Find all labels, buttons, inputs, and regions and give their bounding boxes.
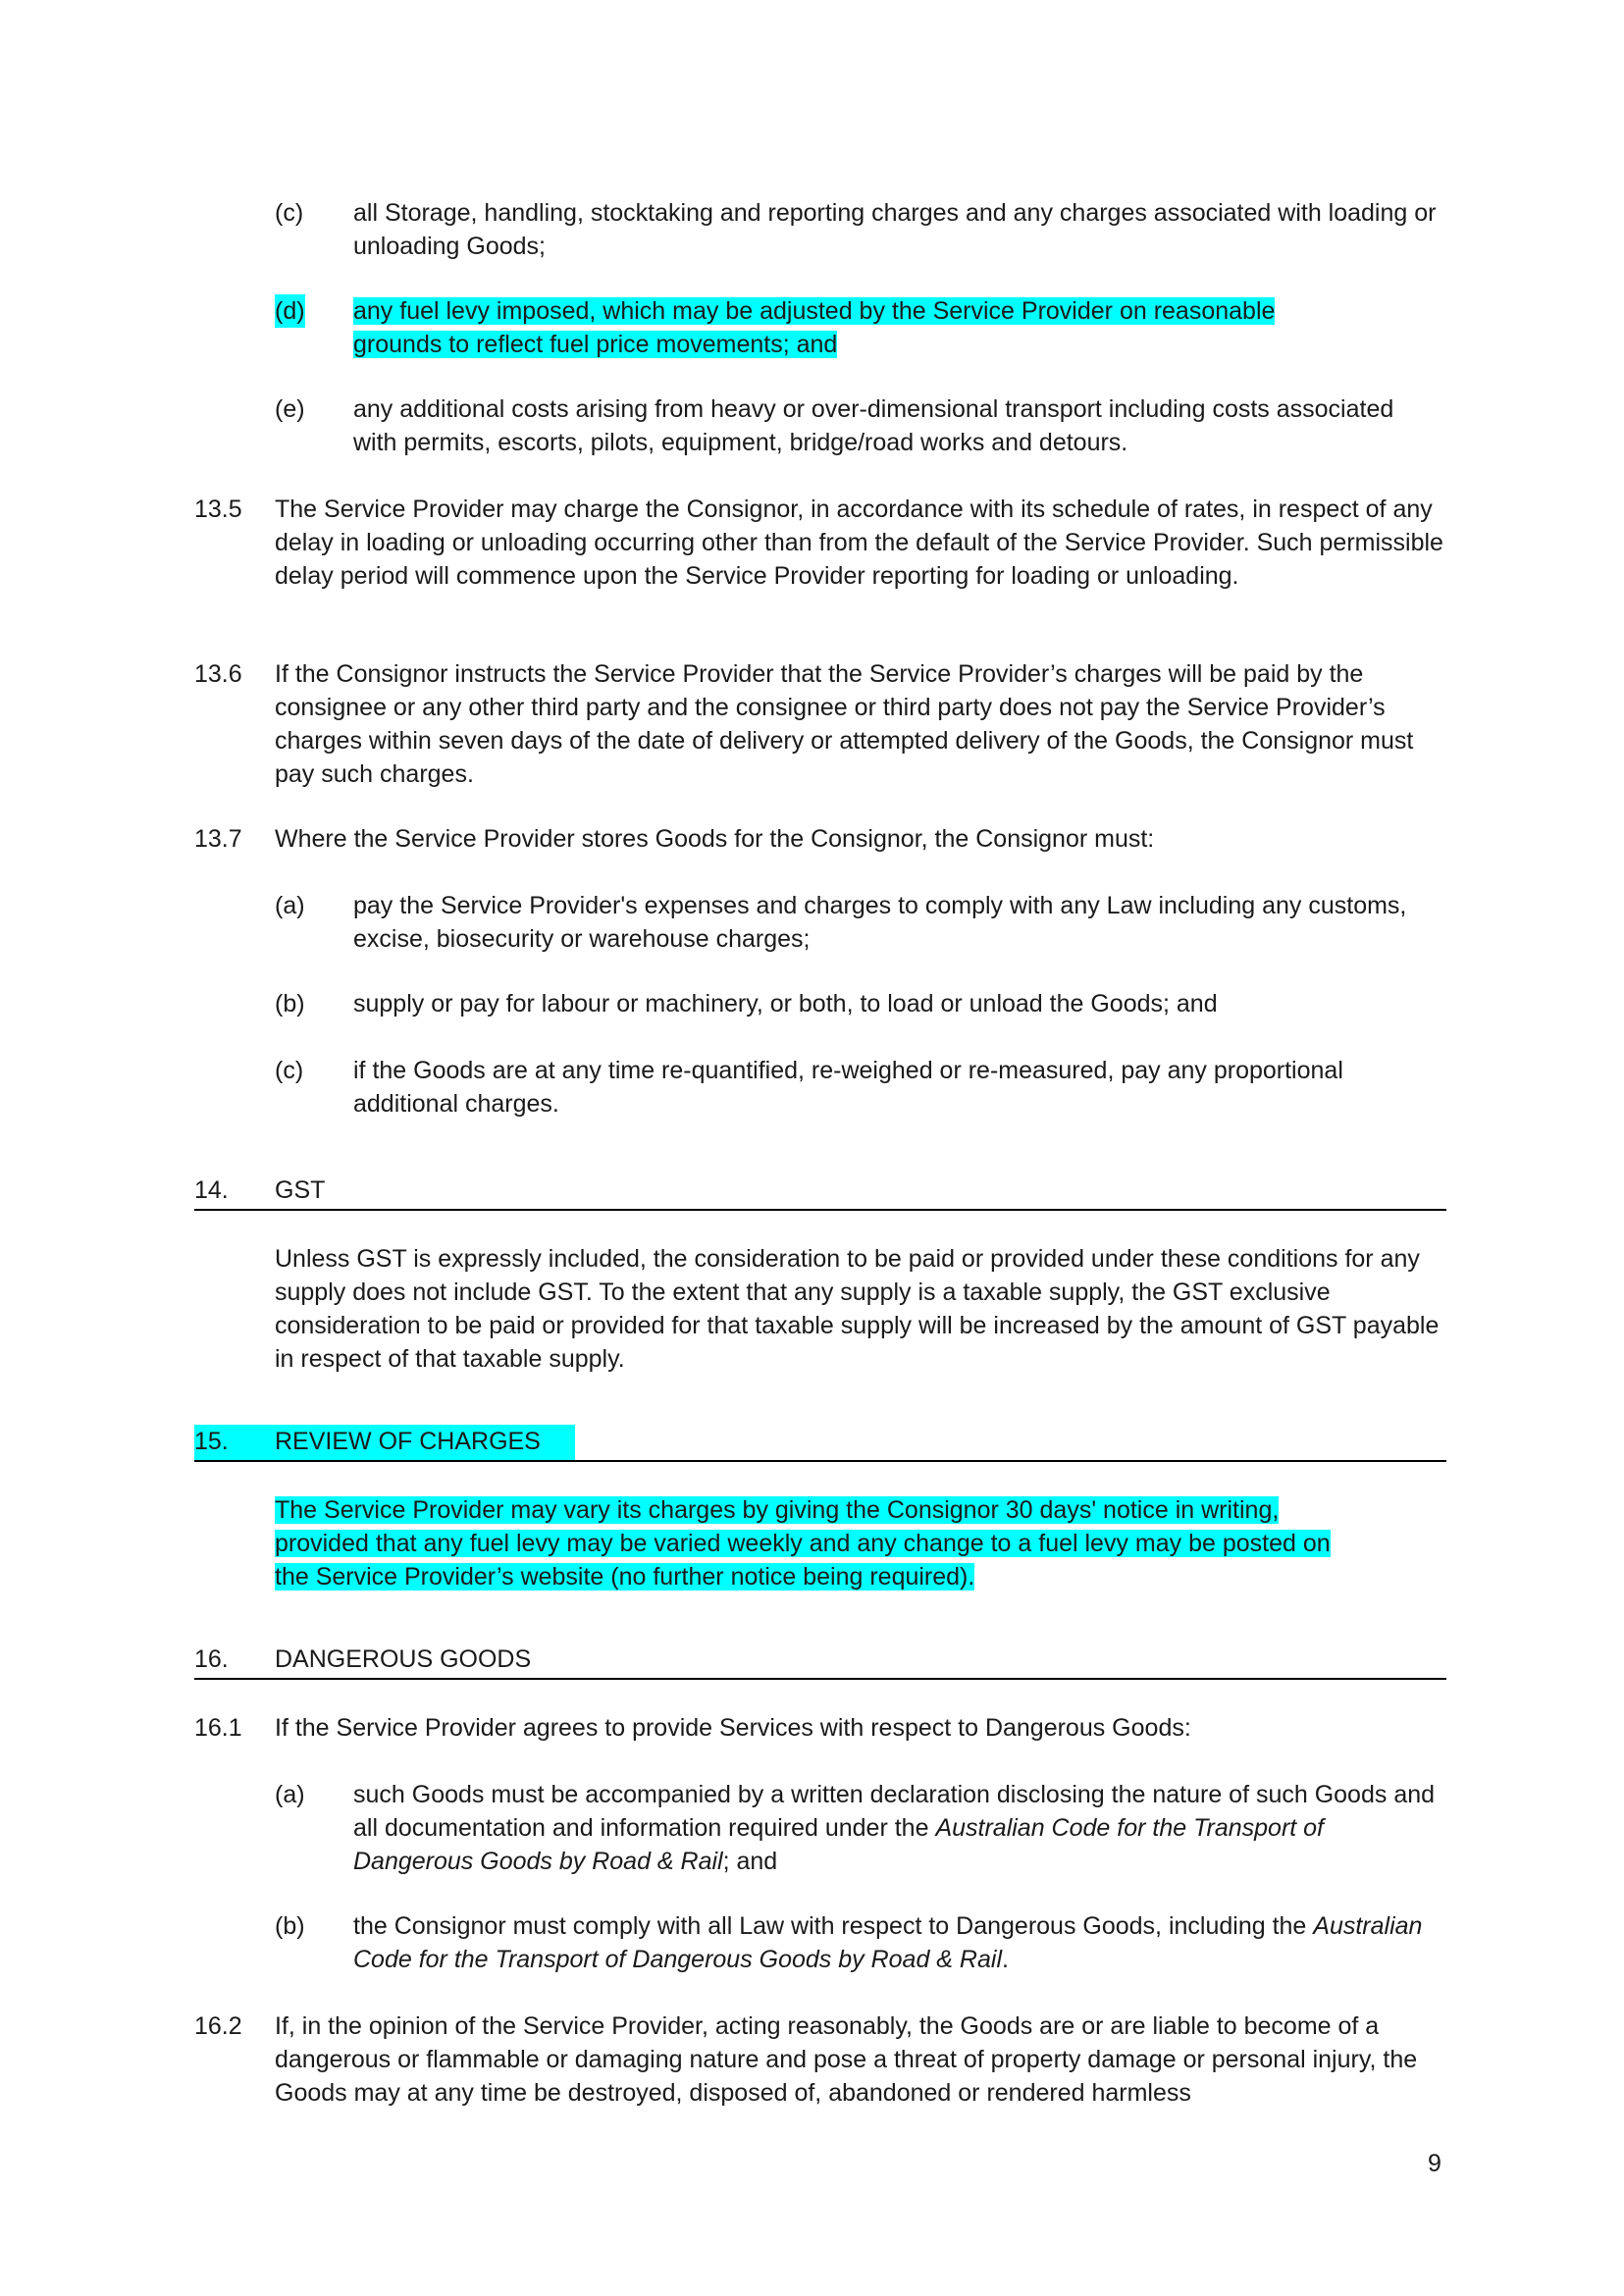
page-number: 9 (1428, 2150, 1441, 2177)
clause-number: 13.5 (194, 496, 242, 523)
item-text: if the Goods are at any time re-quantified, re-weighed or re-measured, pay any proportional additional charges. (353, 1057, 1343, 1118)
section-title: DANGEROUS GOODS (275, 1645, 532, 1673)
text-segment: the Consignor must comply with all Law with respect to Dangerous Goods, including the (353, 1912, 1314, 1940)
item-text: supply or pay for labour or machinery, or both, to load or unload the Goods; and (353, 990, 1218, 1018)
text-segment: . (1002, 1946, 1009, 1973)
code-title: Australian Code for the Transport of Dangerous Goods by Road & Rail (353, 1912, 1423, 1973)
item-label: (b) (275, 1912, 305, 1940)
clause-number: 16.2 (194, 2012, 242, 2040)
text-segment: ; and (722, 1848, 778, 1875)
clause-text: If the Service Provider agrees to provide Services with respect to Dangerous Goods: (275, 1714, 1191, 1742)
item-label: (b) (275, 990, 305, 1018)
section-number: 14. (194, 1176, 229, 1204)
item-text: any additional costs arising from heavy or over-dimensional transport including costs associated with permits, escorts, pilots, equipment, bridge/road works and detours. (353, 395, 1394, 456)
item-text (353, 294, 1442, 361)
clause-text: Where the Service Provider stores Goods for the Consignor, the Consignor must: (275, 825, 1155, 853)
clause-text: If the Consignor instructs the Service Provider that the Service Provider’s charges will be paid by the consignee or any other third party and the consignee or third party does not pay the Service Provider’s charges within seven days of the date of delivery or attempted delivery of the Goods, the Consignor must pay such charges. (275, 660, 1414, 788)
item-label: (e) (275, 395, 305, 423)
text-segment: such Goods must be accompanied by a written declaration disclosing the nature of such Goods and all documentation and information required under the (353, 1781, 1436, 1842)
highlight-line: provided that any fuel levy may be varied weekly and any change to a fuel levy may be posted on (275, 1530, 1331, 1557)
highlight-line: The Service Provider may vary its charges by giving the Consignor 30 days' notice in writing, (275, 1496, 1280, 1524)
clause-number: 13.7 (194, 825, 242, 853)
clause-text: If, in the opinion of the Service Provider, acting reasonably, the Goods are or are liable to become of a dangerous or flammable or damaging nature and pose a threat of property damage or personal injury, the Goods may at any time be destroyed, disposed of, abandoned or rendered harmless (275, 2012, 1418, 2107)
section-heading-14 (194, 1172, 1446, 1211)
highlight-line: grounds to reflect fuel price movements; and (353, 331, 838, 358)
section-heading-16 (194, 1641, 1446, 1680)
item-label: (c) (275, 1057, 304, 1084)
item-text (353, 1778, 1442, 1878)
item-text: all Storage, handling, stocktaking and reporting charges and any charges associated with loading or unloading Goods; (353, 199, 1437, 260)
clause-text: The Service Provider may charge the Consignor, in accordance with its schedule of rates, in respect of any delay in loading or unloading occurring other than from the default of the Service Provider. Such permissible delay period will commence upon the Service Provider reporting for loading or unloading. (275, 496, 1443, 590)
section-number: 16. (194, 1645, 229, 1673)
clause-number: 16.1 (194, 1714, 242, 1742)
code-title: Australian Code for the Transport of Dangerous Goods by Road & Rail (353, 1814, 1325, 1875)
section-heading-15 (194, 1423, 1446, 1462)
item-label: (a) (275, 1781, 305, 1808)
highlight-line: the Service Provider’s website (no further notice being required). (275, 1563, 975, 1591)
highlight-line: any fuel levy imposed, which may be adjusted by the Service Provider on reasonable (353, 297, 1276, 325)
item-text (353, 1909, 1442, 1976)
item-label: (d) (275, 294, 305, 328)
item-text: pay the Service Provider's expenses and charges to comply with any Law including any customs, excise, biosecurity or warehouse charges; (353, 892, 1407, 953)
section-number: 15. (194, 1425, 229, 1458)
item-label: (a) (275, 892, 305, 919)
section-15-text (275, 1493, 1452, 1593)
section-title: GST (275, 1176, 326, 1204)
section-14-text: Unless GST is expressly included, the consideration to be paid or provided under these conditions for any supply does not include GST. To the extent that any supply is a taxable supply, the GST exclusive consideration to be paid or provided for that taxable supply will be increased by the amount of GST payable in respect of that taxable supply. (275, 1245, 1440, 1373)
clause-number: 13.6 (194, 660, 242, 688)
item-label: (c) (275, 199, 304, 227)
section-title: REVIEW OF CHARGES (275, 1425, 541, 1458)
